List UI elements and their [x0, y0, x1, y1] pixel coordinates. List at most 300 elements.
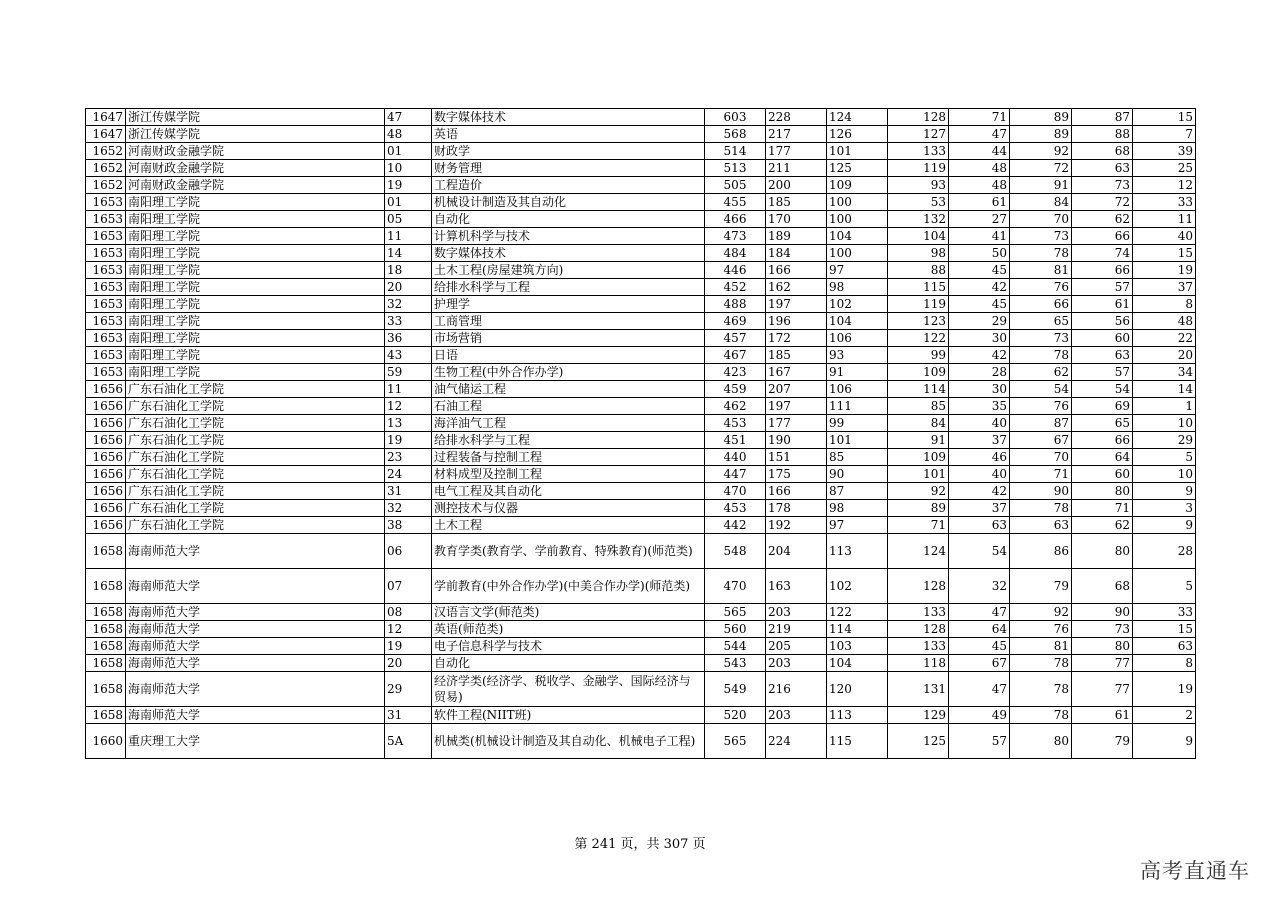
cell-score-f: 68: [1072, 143, 1133, 160]
cell-total-score: 520: [705, 707, 766, 724]
cell-rank-count: 5: [1133, 449, 1196, 466]
cell-score-f: 66: [1072, 228, 1133, 245]
cell-score-a: 189: [766, 228, 827, 245]
cell-total-score: 467: [705, 347, 766, 364]
cell-college-code: 1653: [86, 262, 126, 279]
cell-rank-count: 63: [1133, 638, 1196, 655]
cell-total-score: 462: [705, 398, 766, 415]
cell-total-score: 451: [705, 432, 766, 449]
cell-total-score: 452: [705, 279, 766, 296]
cell-college-code: 1653: [86, 194, 126, 211]
cell-major-name: 土木工程: [432, 517, 705, 534]
cell-score-f: 66: [1072, 262, 1133, 279]
cell-rank-count: 9: [1133, 517, 1196, 534]
cell-score-e: 80: [1010, 724, 1072, 759]
cell-score-d: 47: [949, 126, 1010, 143]
cell-score-d: 45: [949, 262, 1010, 279]
cell-score-c: 131: [888, 672, 949, 707]
cell-score-f: 62: [1072, 211, 1133, 228]
cell-score-e: 92: [1010, 604, 1072, 621]
cell-major-code: 47: [385, 109, 432, 126]
cell-major-code: 18: [385, 262, 432, 279]
cell-score-c: 98: [888, 245, 949, 262]
cell-rank-count: 22: [1133, 330, 1196, 347]
cell-major-code: 32: [385, 500, 432, 517]
cell-score-b: 97: [827, 517, 888, 534]
cell-score-f: 71: [1072, 500, 1133, 517]
cell-score-d: 27: [949, 211, 1010, 228]
cell-total-score: 505: [705, 177, 766, 194]
cell-major-name: 过程装备与控制工程: [432, 449, 705, 466]
cell-total-score: 470: [705, 569, 766, 604]
cell-major-name: 机械类(机械设计制造及其自动化、机械电子工程): [432, 724, 705, 759]
table-row: [86, 262, 1196, 279]
cell-college-name: 广东石油化工学院: [126, 449, 385, 466]
cell-college-code: 1653: [86, 228, 126, 245]
cell-major-code: 10: [385, 160, 432, 177]
cell-total-score: 603: [705, 109, 766, 126]
cell-score-e: 90: [1010, 483, 1072, 500]
cell-rank-count: 15: [1133, 245, 1196, 262]
cell-score-a: 211: [766, 160, 827, 177]
cell-rank-count: 40: [1133, 228, 1196, 245]
cell-college-code: 1660: [86, 724, 126, 759]
cell-score-c: 101: [888, 466, 949, 483]
cell-score-c: 128: [888, 569, 949, 604]
cell-college-code: 1653: [86, 211, 126, 228]
cell-rank-count: 28: [1133, 534, 1196, 569]
cell-college-code: 1656: [86, 483, 126, 500]
cell-major-name: 英语: [432, 126, 705, 143]
cell-score-c: 91: [888, 432, 949, 449]
cell-score-f: 87: [1072, 109, 1133, 126]
cell-college-code: 1653: [86, 245, 126, 262]
cell-major-code: 43: [385, 347, 432, 364]
cell-score-b: 98: [827, 500, 888, 517]
cell-score-c: 133: [888, 638, 949, 655]
cell-major-name: 海洋油气工程: [432, 415, 705, 432]
cell-score-a: 178: [766, 500, 827, 517]
cell-rank-count: 15: [1133, 621, 1196, 638]
cell-score-b: 126: [827, 126, 888, 143]
cell-college-code: 1658: [86, 655, 126, 672]
cell-rank-count: 1: [1133, 398, 1196, 415]
cell-college-code: 1652: [86, 177, 126, 194]
cell-score-a: 190: [766, 432, 827, 449]
cell-score-b: 100: [827, 194, 888, 211]
cell-score-c: 132: [888, 211, 949, 228]
cell-college-name: 南阳理工学院: [126, 313, 385, 330]
cell-score-a: 228: [766, 109, 827, 126]
cell-college-code: 1656: [86, 415, 126, 432]
cell-major-name: 市场营销: [432, 330, 705, 347]
cell-college-name: 南阳理工学院: [126, 330, 385, 347]
cell-score-c: 119: [888, 296, 949, 313]
cell-total-score: 513: [705, 160, 766, 177]
cell-college-name: 海南师范大学: [126, 638, 385, 655]
cell-major-name: 护理学: [432, 296, 705, 313]
cell-score-f: 64: [1072, 449, 1133, 466]
cell-college-name: 广东石油化工学院: [126, 517, 385, 534]
cell-score-f: 68: [1072, 569, 1133, 604]
cell-college-code: 1653: [86, 347, 126, 364]
cell-major-code: 14: [385, 245, 432, 262]
cell-major-code: 12: [385, 621, 432, 638]
cell-score-a: 203: [766, 655, 827, 672]
cell-major-code: 36: [385, 330, 432, 347]
cell-score-f: 69: [1072, 398, 1133, 415]
cell-score-b: 90: [827, 466, 888, 483]
cell-score-b: 101: [827, 432, 888, 449]
cell-major-name: 材料成型及控制工程: [432, 466, 705, 483]
cell-score-f: 57: [1072, 364, 1133, 381]
cell-total-score: 568: [705, 126, 766, 143]
cell-score-f: 54: [1072, 381, 1133, 398]
cell-score-b: 93: [827, 347, 888, 364]
cell-major-name: 财政学: [432, 143, 705, 160]
cell-score-c: 114: [888, 381, 949, 398]
cell-total-score: 473: [705, 228, 766, 245]
cell-score-d: 35: [949, 398, 1010, 415]
cell-college-name: 广东石油化工学院: [126, 466, 385, 483]
cell-score-f: 73: [1072, 621, 1133, 638]
table-row: [86, 500, 1196, 517]
cell-score-e: 78: [1010, 347, 1072, 364]
cell-score-a: 162: [766, 279, 827, 296]
cell-total-score: 565: [705, 724, 766, 759]
cell-score-c: 99: [888, 347, 949, 364]
cell-score-c: 84: [888, 415, 949, 432]
table-row: [86, 432, 1196, 449]
cell-college-name: 南阳理工学院: [126, 347, 385, 364]
cell-score-d: 40: [949, 415, 1010, 432]
cell-college-code: 1653: [86, 279, 126, 296]
cell-score-c: 127: [888, 126, 949, 143]
table-row: [86, 534, 1196, 569]
cell-score-f: 60: [1072, 330, 1133, 347]
cell-college-code: 1647: [86, 109, 126, 126]
cell-score-c: 129: [888, 707, 949, 724]
cell-rank-count: 37: [1133, 279, 1196, 296]
table-row: [86, 228, 1196, 245]
cell-score-b: 109: [827, 177, 888, 194]
cell-college-name: 南阳理工学院: [126, 194, 385, 211]
cell-major-name: 油气储运工程: [432, 381, 705, 398]
cell-score-e: 84: [1010, 194, 1072, 211]
cell-score-a: 204: [766, 534, 827, 569]
cell-major-code: 05: [385, 211, 432, 228]
table-body: [86, 109, 1196, 759]
cell-score-b: 125: [827, 160, 888, 177]
cell-rank-count: 33: [1133, 604, 1196, 621]
cell-college-name: 重庆理工大学: [126, 724, 385, 759]
cell-major-name: 土木工程(房屋建筑方向): [432, 262, 705, 279]
cell-score-a: 219: [766, 621, 827, 638]
cell-major-name: 学前教育(中外合作办学)(中美合作办学)(师范类): [432, 569, 705, 604]
cell-major-name: 汉语言文学(师范类): [432, 604, 705, 621]
cell-score-a: 166: [766, 262, 827, 279]
cell-score-a: 167: [766, 364, 827, 381]
cell-score-c: 104: [888, 228, 949, 245]
cell-score-f: 66: [1072, 432, 1133, 449]
cell-score-e: 76: [1010, 279, 1072, 296]
cell-college-name: 南阳理工学院: [126, 245, 385, 262]
cell-major-code: 06: [385, 534, 432, 569]
table-row: [86, 517, 1196, 534]
cell-score-c: 118: [888, 655, 949, 672]
cell-score-f: 77: [1072, 655, 1133, 672]
table-row: [86, 211, 1196, 228]
cell-college-code: 1652: [86, 160, 126, 177]
cell-major-name: 工商管理: [432, 313, 705, 330]
cell-total-score: 470: [705, 483, 766, 500]
cell-score-e: 54: [1010, 381, 1072, 398]
cell-score-e: 78: [1010, 707, 1072, 724]
table-row: [86, 160, 1196, 177]
cell-score-e: 87: [1010, 415, 1072, 432]
cell-score-a: 205: [766, 638, 827, 655]
cell-score-a: 185: [766, 347, 827, 364]
cell-score-f: 57: [1072, 279, 1133, 296]
cell-major-name: 计算机科学与技术: [432, 228, 705, 245]
cell-college-name: 浙江传媒学院: [126, 126, 385, 143]
cell-rank-count: 14: [1133, 381, 1196, 398]
cell-rank-count: 34: [1133, 364, 1196, 381]
cell-major-name: 自动化: [432, 655, 705, 672]
cell-total-score: 560: [705, 621, 766, 638]
cell-score-a: 192: [766, 517, 827, 534]
cell-score-e: 79: [1010, 569, 1072, 604]
cell-score-c: 92: [888, 483, 949, 500]
watermark-logo-text: 高考直通车: [1140, 859, 1250, 883]
cell-score-f: 63: [1072, 347, 1133, 364]
cell-score-f: 60: [1072, 466, 1133, 483]
cell-score-e: 67: [1010, 432, 1072, 449]
cell-major-code: 33: [385, 313, 432, 330]
cell-college-code: 1647: [86, 126, 126, 143]
cell-major-code: 13: [385, 415, 432, 432]
cell-score-e: 70: [1010, 449, 1072, 466]
cell-major-name: 日语: [432, 347, 705, 364]
table-row: [86, 655, 1196, 672]
cell-score-b: 100: [827, 211, 888, 228]
admission-score-table: [85, 108, 1196, 759]
cell-major-code: 48: [385, 126, 432, 143]
cell-college-name: 广东石油化工学院: [126, 432, 385, 449]
cell-score-b: 104: [827, 655, 888, 672]
cell-major-code: 08: [385, 604, 432, 621]
cell-rank-count: 10: [1133, 415, 1196, 432]
cell-score-b: 106: [827, 381, 888, 398]
cell-score-b: 122: [827, 604, 888, 621]
cell-rank-count: 19: [1133, 672, 1196, 707]
cell-score-d: 44: [949, 143, 1010, 160]
cell-major-name: 经济学类(经济学、税收学、金融学、国际经济与贸易): [432, 672, 705, 707]
cell-score-e: 81: [1010, 262, 1072, 279]
table-row: [86, 279, 1196, 296]
cell-score-a: 224: [766, 724, 827, 759]
cell-score-f: 72: [1072, 194, 1133, 211]
cell-major-code: 20: [385, 655, 432, 672]
cell-score-b: 113: [827, 707, 888, 724]
cell-major-code: 19: [385, 177, 432, 194]
cell-college-name: 南阳理工学院: [126, 364, 385, 381]
cell-score-b: 85: [827, 449, 888, 466]
cell-college-code: 1653: [86, 296, 126, 313]
cell-college-name: 河南财政金融学院: [126, 177, 385, 194]
cell-score-e: 92: [1010, 143, 1072, 160]
cell-college-code: 1656: [86, 517, 126, 534]
cell-college-code: 1656: [86, 381, 126, 398]
table-row: [86, 194, 1196, 211]
cell-major-name: 生物工程(中外合作办学): [432, 364, 705, 381]
cell-major-code: 11: [385, 381, 432, 398]
cell-major-name: 测控技术与仪器: [432, 500, 705, 517]
cell-score-d: 29: [949, 313, 1010, 330]
cell-rank-count: 12: [1133, 177, 1196, 194]
cell-score-a: 203: [766, 707, 827, 724]
cell-total-score: 446: [705, 262, 766, 279]
cell-college-name: 广东石油化工学院: [126, 415, 385, 432]
cell-score-b: 104: [827, 313, 888, 330]
cell-score-a: 217: [766, 126, 827, 143]
table-row: [86, 483, 1196, 500]
cell-score-c: 109: [888, 364, 949, 381]
cell-score-b: 98: [827, 279, 888, 296]
cell-score-f: 65: [1072, 415, 1133, 432]
cell-score-d: 67: [949, 655, 1010, 672]
cell-score-e: 86: [1010, 534, 1072, 569]
cell-score-d: 57: [949, 724, 1010, 759]
cell-college-code: 1658: [86, 707, 126, 724]
cell-major-code: 01: [385, 194, 432, 211]
cell-score-d: 45: [949, 638, 1010, 655]
cell-score-e: 73: [1010, 330, 1072, 347]
cell-college-code: 1658: [86, 621, 126, 638]
cell-total-score: 459: [705, 381, 766, 398]
cell-score-f: 77: [1072, 672, 1133, 707]
cell-rank-count: 7: [1133, 126, 1196, 143]
cell-score-d: 42: [949, 483, 1010, 500]
table-row: [86, 330, 1196, 347]
cell-score-a: 177: [766, 415, 827, 432]
cell-college-name: 河南财政金融学院: [126, 143, 385, 160]
cell-score-b: 91: [827, 364, 888, 381]
cell-score-a: 197: [766, 398, 827, 415]
cell-score-f: 61: [1072, 296, 1133, 313]
cell-college-name: 海南师范大学: [126, 569, 385, 604]
cell-score-e: 65: [1010, 313, 1072, 330]
cell-score-b: 100: [827, 245, 888, 262]
cell-major-name: 财务管理: [432, 160, 705, 177]
cell-score-e: 91: [1010, 177, 1072, 194]
cell-total-score: 514: [705, 143, 766, 160]
cell-college-code: 1658: [86, 672, 126, 707]
cell-score-a: 200: [766, 177, 827, 194]
table-row: [86, 415, 1196, 432]
cell-total-score: 543: [705, 655, 766, 672]
cell-score-d: 50: [949, 245, 1010, 262]
cell-total-score: 548: [705, 534, 766, 569]
cell-score-b: 115: [827, 724, 888, 759]
cell-major-name: 数字媒体技术: [432, 245, 705, 262]
cell-score-e: 76: [1010, 621, 1072, 638]
cell-rank-count: 10: [1133, 466, 1196, 483]
cell-score-d: 47: [949, 604, 1010, 621]
cell-rank-count: 11: [1133, 211, 1196, 228]
cell-total-score: 442: [705, 517, 766, 534]
cell-rank-count: 3: [1133, 500, 1196, 517]
cell-score-c: 128: [888, 621, 949, 638]
cell-score-e: 63: [1010, 517, 1072, 534]
cell-score-b: 102: [827, 569, 888, 604]
cell-college-name: 海南师范大学: [126, 534, 385, 569]
cell-major-name: 自动化: [432, 211, 705, 228]
cell-major-name: 软件工程(NIIT班): [432, 707, 705, 724]
cell-score-e: 81: [1010, 638, 1072, 655]
cell-score-b: 114: [827, 621, 888, 638]
cell-score-b: 124: [827, 109, 888, 126]
cell-major-name: 英语(师范类): [432, 621, 705, 638]
cell-major-name: 机械设计制造及其自动化: [432, 194, 705, 211]
cell-college-code: 1658: [86, 604, 126, 621]
cell-rank-count: 25: [1133, 160, 1196, 177]
cell-score-c: 124: [888, 534, 949, 569]
cell-major-code: 19: [385, 432, 432, 449]
cell-score-f: 79: [1072, 724, 1133, 759]
cell-major-code: 29: [385, 672, 432, 707]
cell-score-d: 37: [949, 432, 1010, 449]
cell-score-a: 151: [766, 449, 827, 466]
cell-score-f: 62: [1072, 517, 1133, 534]
cell-major-name: 石油工程: [432, 398, 705, 415]
cell-rank-count: 2: [1133, 707, 1196, 724]
cell-score-b: 104: [827, 228, 888, 245]
cell-score-d: 42: [949, 347, 1010, 364]
cell-score-f: 88: [1072, 126, 1133, 143]
cell-college-name: 南阳理工学院: [126, 211, 385, 228]
cell-score-b: 120: [827, 672, 888, 707]
cell-score-a: 207: [766, 381, 827, 398]
cell-college-name: 海南师范大学: [126, 604, 385, 621]
cell-score-b: 97: [827, 262, 888, 279]
table-row: [86, 109, 1196, 126]
cell-college-code: 1653: [86, 364, 126, 381]
cell-score-f: 73: [1072, 177, 1133, 194]
cell-score-d: 32: [949, 569, 1010, 604]
table-row: [86, 449, 1196, 466]
cell-rank-count: 39: [1133, 143, 1196, 160]
cell-score-a: 166: [766, 483, 827, 500]
table-row: [86, 364, 1196, 381]
cell-total-score: 453: [705, 415, 766, 432]
cell-major-code: 23: [385, 449, 432, 466]
cell-score-d: 64: [949, 621, 1010, 638]
table-row: [86, 143, 1196, 160]
cell-score-b: 113: [827, 534, 888, 569]
cell-major-code: 31: [385, 483, 432, 500]
cell-rank-count: 19: [1133, 262, 1196, 279]
table-row: [86, 381, 1196, 398]
cell-score-a: 170: [766, 211, 827, 228]
cell-score-d: 61: [949, 194, 1010, 211]
cell-score-f: 80: [1072, 534, 1133, 569]
table-row: [86, 672, 1196, 707]
cell-score-c: 71: [888, 517, 949, 534]
cell-score-c: 119: [888, 160, 949, 177]
cell-total-score: 484: [705, 245, 766, 262]
cell-score-b: 106: [827, 330, 888, 347]
